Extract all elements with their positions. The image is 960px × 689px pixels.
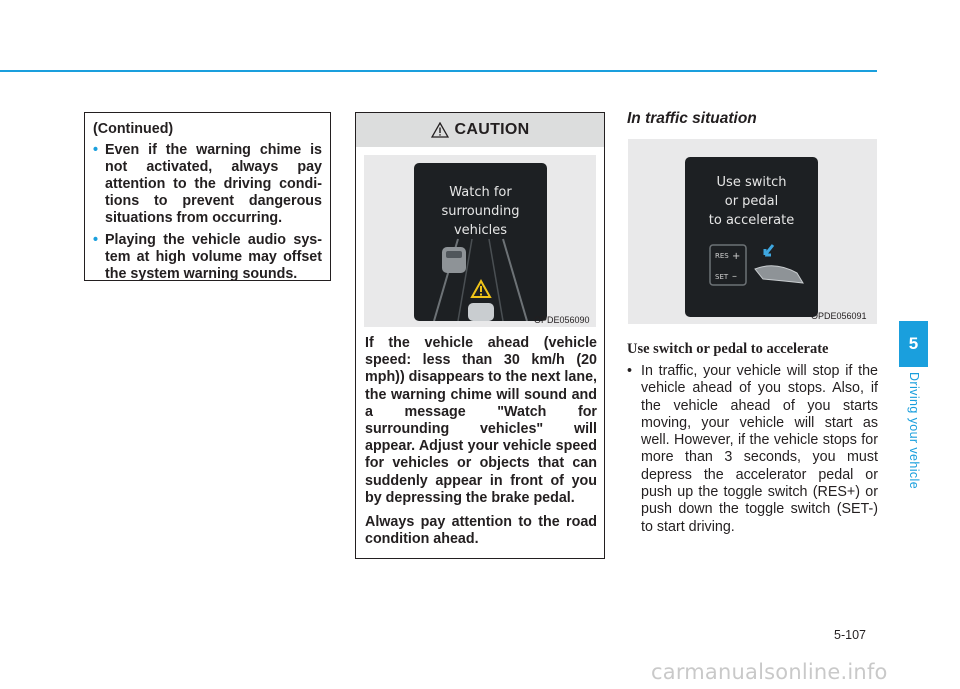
cluster-figure-accelerate (628, 139, 877, 324)
warning-triangle-icon (431, 122, 449, 138)
cluster-message: Watch for surrounding vehicles (441, 185, 520, 238)
bullet-text: Even if the warning chime is not activated, always pay attention to the driving condi-tions to prevent dangerous situations from occurring. (105, 142, 322, 226)
chapter-number-tab: 5 (899, 321, 928, 367)
bullet-text: In traffic, your vehicle will stop if the vehicle ahead of you stops. Also, if the vehicle ahead of you starts moving, your vehicle will start as well. However, if the vehicle stops for more than 3 seconds, you must depress the accelerator pedal or push up the toggle switch (RES+) or push down the toggle switch (SET-) to start driving. (641, 363, 878, 535)
car-ahead-icon (442, 247, 466, 273)
figure-code: OPDE056090 (534, 315, 590, 325)
svg-text:RES: RES (715, 252, 729, 260)
section-title: In traffic situation (627, 110, 757, 127)
caution-title: CAUTION (454, 121, 530, 138)
continued-label: (Continued) (93, 121, 174, 137)
continued-warning-box (84, 112, 331, 281)
bullet-icon: • (93, 232, 99, 248)
cluster-figure-watch (364, 155, 596, 327)
svg-text:SET: SET (715, 273, 729, 281)
caution-box (355, 112, 605, 559)
cluster-display (685, 157, 818, 317)
switch-pedal-icon (685, 239, 818, 299)
page-number: 5-107 (834, 628, 866, 642)
caution-text (365, 335, 597, 555)
bullet-text: Playing the vehicle audio sys-tem at high volume may offset the system warning sounds. (105, 232, 322, 282)
road-lanes-icon (414, 235, 547, 321)
bullet-icon: • (93, 142, 99, 158)
cluster-message: Use switch or pedal to accelerate (708, 175, 795, 228)
svg-text:–: – (732, 271, 737, 282)
caution-paragraph: If the vehicle ahead (vehicle speed: less than 30 km/h (20 mph)) disappears to the next lane, the warning chime will sound and a message "Watch for surrounding vehicles" will appear. Adjust your vehicle speed for vehicles or objects that can suddenly appear in front of you by depressing the brake pedal. (365, 335, 597, 506)
traffic-text (627, 363, 878, 541)
svg-text:+: + (732, 251, 741, 262)
pedal-icon (755, 266, 803, 283)
figure-code: OPDE056091 (811, 311, 867, 321)
caution-header (356, 113, 604, 147)
arrow-icon (765, 245, 773, 255)
caution-paragraph: Always pay attention to the road condition ahead. (365, 514, 597, 548)
list-item (93, 142, 322, 227)
header-rule (0, 70, 877, 72)
watermark: carmanualsonline.info (651, 660, 888, 684)
chapter-title: Driving your vehicle (907, 372, 921, 490)
list-item (93, 232, 322, 283)
bullet-icon: • (627, 363, 633, 379)
list-item (627, 363, 878, 536)
own-car-icon (468, 303, 494, 321)
subsection-title: Use switch or pedal to accelerate (627, 341, 829, 357)
cluster-display (414, 163, 547, 321)
